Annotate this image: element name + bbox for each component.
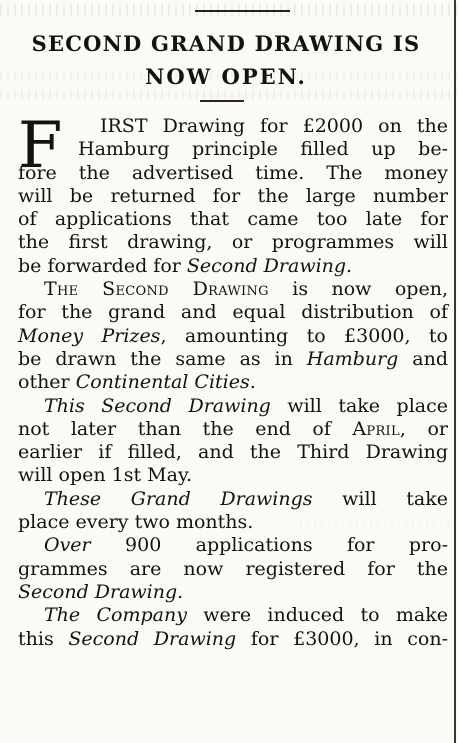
text-line: Hamburg principle filled up be- xyxy=(78,138,448,161)
text-line xyxy=(18,371,448,394)
italic-text: These Grand Drawings xyxy=(44,487,313,510)
text-line: will open 1st May. xyxy=(18,464,193,487)
text-run: will take xyxy=(312,487,448,510)
paragraph-2 xyxy=(18,278,448,394)
separator-dash xyxy=(200,100,244,102)
text-run: be drawn the same as in xyxy=(18,347,307,370)
text-line xyxy=(18,325,448,348)
text-line xyxy=(18,278,448,301)
paragraph-3 xyxy=(18,395,448,488)
text-run: will take place xyxy=(270,394,448,417)
text-run: for £3000, in con- xyxy=(236,627,448,650)
text-line xyxy=(18,628,448,651)
headline-line-2: NOW OPEN. xyxy=(145,64,307,89)
drop-cap: F xyxy=(18,109,63,183)
text-line xyxy=(18,418,448,441)
italic-text: Continental Cities. xyxy=(75,371,256,394)
headline xyxy=(0,27,452,93)
text-run: , or xyxy=(399,417,448,440)
text-line xyxy=(18,255,448,278)
small-caps-text: The Second Drawing xyxy=(44,278,269,301)
text-line xyxy=(18,581,448,604)
paragraph-4 xyxy=(18,488,448,535)
small-caps-text: April xyxy=(352,417,400,440)
article-body xyxy=(18,109,448,651)
text-line xyxy=(18,395,448,418)
paragraph-6 xyxy=(18,604,448,651)
italic-text: Second Drawing xyxy=(68,627,237,650)
text-run: other xyxy=(18,371,76,394)
text-line: grammes are now registered for the xyxy=(18,557,448,580)
column-rule xyxy=(454,0,456,743)
italic-text: Second Drawing. xyxy=(186,254,353,277)
italic-text: Second Drawing. xyxy=(18,580,184,603)
text-line: IRST Drawing for £2000 on the xyxy=(100,115,448,137)
top-rule xyxy=(195,10,290,12)
paragraph-1 xyxy=(18,109,448,278)
text-line xyxy=(18,348,448,371)
text-line: place every two months. xyxy=(18,511,254,534)
text-line xyxy=(18,488,448,511)
text-run: not later than the end of xyxy=(18,417,353,440)
text-run: is now open, xyxy=(268,278,448,301)
italic-text: Over xyxy=(44,534,91,557)
text-line: the first drawing, or programmes will xyxy=(18,231,448,254)
text-line: will be returned for the large number xyxy=(18,184,448,207)
italic-text: Money Prizes xyxy=(18,324,161,347)
text-run: and xyxy=(398,347,448,370)
italic-text: This Second Drawing xyxy=(44,394,271,417)
text-run: were induced to make xyxy=(186,604,448,627)
text-run: 900 applications for pro- xyxy=(90,534,448,557)
text-run: be forwarded for xyxy=(18,254,187,277)
headline-line-1: SECOND GRAND DRAWING IS xyxy=(31,31,421,56)
text-line xyxy=(18,534,448,557)
text-line: fore the advertised time. The money xyxy=(18,161,448,184)
text-run: , amounting to £3000, to xyxy=(160,324,448,347)
text-line: for the grand and equal distribution of xyxy=(18,301,448,324)
text-line: of applications that came too late for xyxy=(18,208,448,231)
text-line: earlier if filled, and the Third Drawing xyxy=(18,441,448,464)
text-run: this xyxy=(18,627,69,650)
italic-text: Hamburg xyxy=(306,347,399,370)
text-line xyxy=(18,604,448,627)
paragraph-5 xyxy=(18,534,448,604)
italic-text: The Company xyxy=(44,604,187,627)
